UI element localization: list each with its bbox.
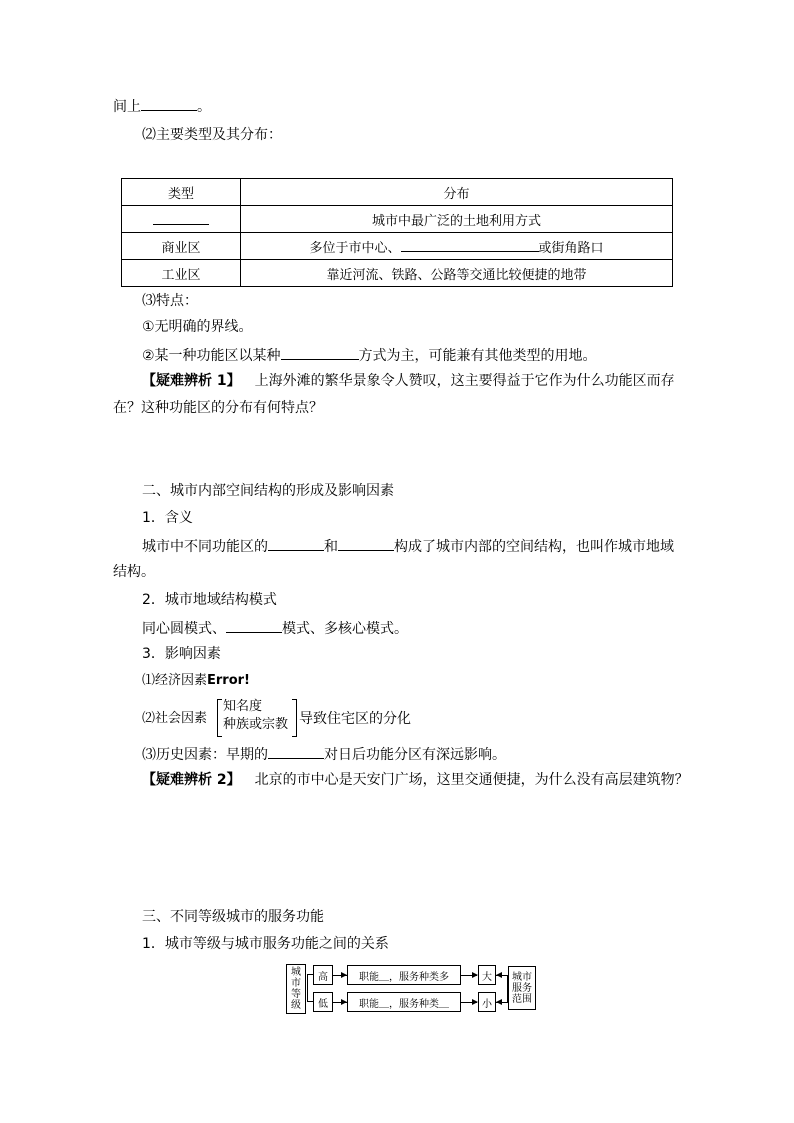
table-cell-type	[122, 206, 241, 233]
intro-line	[113, 96, 211, 116]
features-item-1: ①无明确的界线。	[142, 319, 253, 335]
social-brace-top: 知名度	[223, 699, 263, 714]
table-header-dist: 分布	[241, 179, 673, 206]
s22-blank	[226, 618, 282, 633]
section-2-subtitle: ⑵主要类型及其分布：	[142, 127, 282, 143]
item2-blank	[281, 345, 359, 360]
sec2-item-1-text	[142, 536, 674, 556]
question-2-text: 北京的市中心是天安门广场，这里交通便捷，为什么没有高层建筑物？	[254, 772, 689, 788]
features-item-2	[142, 345, 597, 365]
big-label: 大	[482, 971, 492, 983]
dist-text-b: 或街角路口	[538, 240, 604, 256]
sec2-item-2-text	[142, 618, 408, 638]
item2-text-b: 方式为主，可能兼有其他类型的用地。	[358, 348, 597, 364]
big-box	[478, 965, 496, 985]
low-label: 低	[318, 998, 328, 1010]
question-1-tag: 【疑难辨析 1】	[142, 373, 241, 389]
s21-blank-2	[338, 536, 394, 551]
small-box	[478, 992, 496, 1012]
factor-economic-error: Error!	[207, 673, 250, 688]
arrowhead	[496, 999, 502, 1005]
func-high-label: 职能＿，服务种类多	[359, 971, 449, 983]
service-range-box	[508, 966, 536, 1010]
s21-b: 和	[324, 539, 338, 555]
table-cell-dist	[241, 233, 673, 260]
high-box	[313, 965, 333, 985]
f3-a: ⑶历史因素：早期的	[142, 747, 268, 763]
sec2-item-2: 2．城市地域结构模式	[142, 592, 277, 608]
question-1-line-2: 在？这种功能区的分布有何特点？	[113, 400, 323, 416]
question-2-tag: 【疑难辨析 2】	[142, 772, 241, 788]
sec2-item-3: 3．影响因素	[142, 646, 221, 662]
table-header-type: 类型	[122, 179, 241, 206]
s21-blank-1	[268, 536, 324, 551]
function-zone-table	[121, 178, 673, 287]
intro-end: 。	[197, 99, 211, 115]
service-range-label: 城市服务范围	[512, 971, 532, 1005]
features-title: ⑶特点：	[142, 293, 198, 309]
table-cell-type: 工业区	[122, 260, 241, 287]
city-level-label: 城市等级	[291, 967, 301, 1011]
item2-text-a: ②某一种功能区以某种	[142, 348, 281, 364]
intro-blank	[141, 96, 197, 111]
factor-history	[142, 744, 506, 764]
dist-text-a: 多位于市中心、	[309, 240, 401, 256]
f3-blank	[268, 744, 324, 759]
sec2-item-1: 1．含义	[142, 510, 193, 526]
table-row	[122, 206, 673, 233]
table-cell-dist: 城市中最广泛的土地利用方式	[241, 206, 673, 233]
question-1-text: 上海外滩的繁华景象令人赞叹，这主要得益于它作为什么功能区而存	[254, 373, 675, 389]
type-blank	[153, 210, 209, 225]
table-cell-type: 商业区	[122, 233, 241, 260]
arrowhead	[496, 972, 502, 978]
func-high-box	[347, 965, 461, 985]
func-low-label: 职能＿，服务种类＿	[359, 998, 449, 1010]
table-header-row	[122, 179, 673, 206]
table-cell-dist: 靠近河流、铁路、公路等交通比较便捷的地带	[241, 260, 673, 287]
factor-social-result: 导致住宅区的分化	[299, 711, 411, 727]
s21-a: 城市中不同功能区的	[142, 539, 268, 555]
s22-b: 模式、多核心模式。	[282, 621, 408, 637]
low-box	[313, 992, 333, 1012]
social-brace-bottom: 种族或宗教	[223, 717, 289, 732]
s22-a: 同心圆模式、	[142, 621, 226, 637]
factor-economic	[142, 672, 250, 690]
s21-c: 构成了城市内部的空间结构，也叫作城市地域	[394, 539, 674, 555]
city-level-box	[286, 964, 306, 1014]
social-brace-left	[217, 699, 222, 737]
social-brace-right	[292, 699, 297, 737]
f3-b: 对日后功能分区有深远影响。	[324, 747, 506, 763]
table-row	[122, 233, 673, 260]
high-label: 高	[318, 971, 328, 983]
sec2-item-1-text-2: 结构。	[113, 564, 155, 580]
dist-blank	[401, 237, 539, 252]
intro-text: 间上	[113, 99, 141, 115]
sec3-item-1: 1．城市等级与城市服务功能之间的关系	[142, 936, 389, 952]
small-label: 小	[482, 998, 492, 1010]
question-2	[142, 771, 689, 789]
question-1-line-1	[142, 372, 675, 390]
section-2-title: 二、城市内部空间结构的形成及影响因素	[142, 483, 394, 499]
factor-social-label: ⑵社会因素	[142, 711, 208, 726]
section-3-title: 三、不同等级城市的服务功能	[142, 909, 324, 925]
func-low-box	[347, 992, 461, 1012]
factor-economic-label: ⑴经济因素	[142, 673, 208, 688]
table-row	[122, 260, 673, 287]
